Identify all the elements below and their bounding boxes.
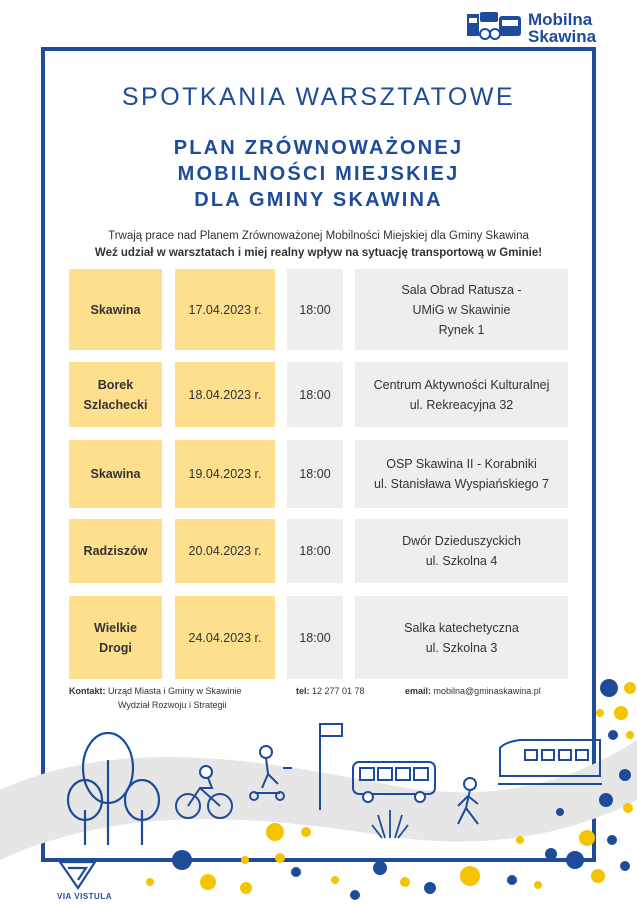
logo-line1: Mobilna	[528, 10, 593, 29]
meeting-venue: Centrum Aktywności Kulturalnej ul. Rekreacyjna 32	[355, 362, 568, 427]
contact-office: Kontakt: Urząd Miasta i Gminy w Skawinie	[69, 686, 242, 696]
meeting-date: 17.04.2023 r.	[175, 269, 275, 350]
meeting-date: 24.04.2023 r.	[175, 596, 275, 679]
logo-line2: Skawina	[528, 27, 597, 46]
meeting-date: 20.04.2023 r.	[175, 519, 275, 583]
meeting-time: 18:00	[287, 596, 343, 679]
meeting-date: 19.04.2023 r.	[175, 440, 275, 508]
meeting-place: Skawina	[69, 440, 162, 508]
meeting-venue: OSP Skawina II - Korabniki ul. Stanisława Wyspiańskiego 7	[355, 440, 568, 508]
meeting-place: Wielkie Drogi	[69, 596, 162, 679]
meeting-venue: Salka katechetyczna ul. Szkolna 3	[355, 596, 568, 679]
intro-text: Trwają prace nad Planem Zrównoważonej Mobilności Miejskiej dla Gminy Skawina	[108, 230, 529, 242]
page-title: SPOTKANIA WARSZTATOWE	[121, 83, 516, 111]
intro-call-to-action: Weź udział w warsztatach i miej realny wpływ na sytuację transportową w Gminie!	[94, 247, 543, 259]
meeting-place: Radziszów	[69, 519, 162, 583]
meeting-time: 18:00	[287, 269, 343, 350]
meeting-date: 18.04.2023 r.	[175, 362, 275, 427]
meeting-time: 18:00	[287, 440, 343, 508]
contact-email[interactable]: email: mobilna@gminaskawina.pl	[405, 686, 541, 696]
meeting-venue: Sala Obrad Ratusza - UMiG w Skawinie Rynek 1	[355, 269, 568, 350]
meeting-venue: Dwór Dzieduszyckich ul. Szkolna 4	[355, 519, 568, 583]
meeting-time: 18:00	[287, 362, 343, 427]
subtitle-line3: DLA GMINY SKAWINA	[194, 189, 443, 211]
footer-logo-text: VIA VISTULA	[57, 892, 112, 901]
meeting-place: Borek Szlachecki	[69, 362, 162, 427]
subtitle-line1: PLAN ZRÓWNOWAŻONEJ	[173, 137, 464, 159]
subtitle-line2: MOBILNOŚCI MIEJSKIEJ	[177, 163, 460, 185]
contact-department: Wydział Rozwoju i Strategii	[118, 700, 227, 710]
meeting-time: 18:00	[287, 519, 343, 583]
meeting-place: Skawina	[69, 269, 162, 350]
contact-phone: tel: 12 277 01 78	[296, 686, 365, 696]
via-vistula-logo-icon	[60, 862, 95, 888]
